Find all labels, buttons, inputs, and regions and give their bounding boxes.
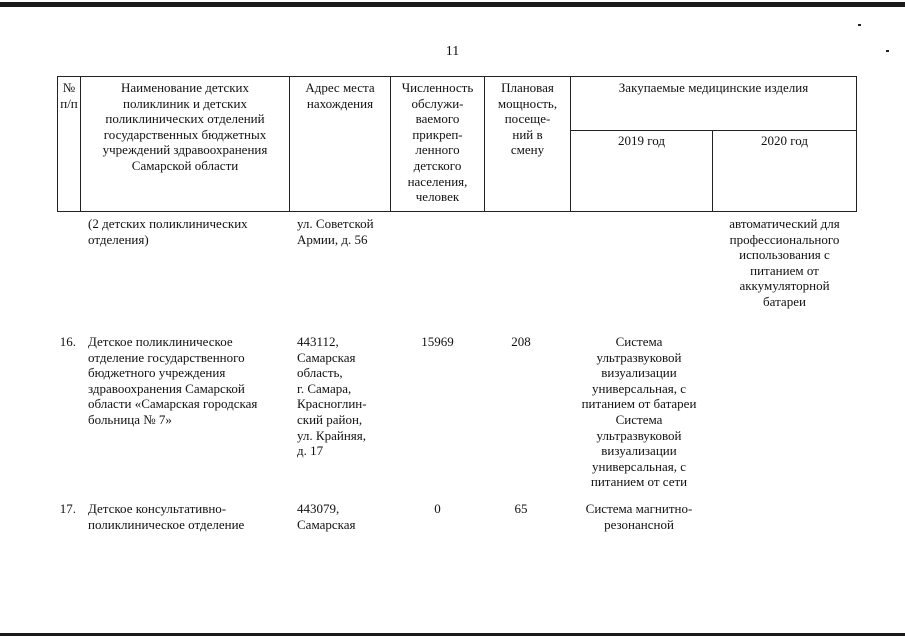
row-address: 443079, Самарская: [297, 501, 356, 532]
row-population: 0: [434, 501, 441, 516]
header-capacity: Плановая мощность, посеще- ний в смену: [497, 80, 558, 158]
row-2019: Система ультразвуковой визуализации универсальная, с питанием от батареи Система ультразвуковой визуализации универсальная, с питанием от сети: [581, 334, 697, 490]
header-address: Адрес места нахождения: [305, 80, 375, 111]
header-2019: 2019 год: [618, 133, 665, 148]
row-population: 15969: [421, 334, 454, 349]
row-address: ул. Советской Армии, д. 56: [297, 216, 374, 247]
row-2020: автоматический для профессионального использования с питанием от аккумуляторной батареи: [729, 216, 840, 309]
header-population: Численность обслужи- ваемого прикреп- ленного детского населения, человек: [401, 80, 474, 205]
row-num: 17.: [59, 501, 76, 516]
header-devices: Закупаемые медицинские изделия: [618, 80, 809, 95]
header-2020: 2020 год: [761, 133, 808, 148]
scan-speck: [858, 24, 861, 26]
page-number: 11: [445, 44, 460, 59]
row-num: 16.: [59, 334, 76, 349]
row-name: Детское консультативно- поликлиническое отделение: [88, 501, 245, 532]
row-name: Детское поликлиническое отделение государственного бюджетного учреждения здравоохранения Самарской области «Самарская городская больница № 7»: [88, 334, 258, 427]
scan-bottom-edge: [0, 633, 905, 636]
row-2019: Система магнитно- резонансной: [585, 501, 693, 532]
header-name: Наименование детских поликлиник и детских поликлинических отделений государственных бюджетных учреждений здравоохранения Самарской области: [102, 80, 268, 173]
row-name: (2 детских поликлинических отделения): [88, 216, 248, 247]
row-capacity: 208: [511, 334, 531, 349]
row-address: 443112, Самарская область, г. Самара, Красноглин- ский район, ул. Крайняя, д. 17: [297, 334, 367, 459]
scan-top-edge: [0, 2, 905, 7]
header-num: № п/п: [60, 80, 78, 111]
row-capacity: 65: [514, 501, 528, 516]
